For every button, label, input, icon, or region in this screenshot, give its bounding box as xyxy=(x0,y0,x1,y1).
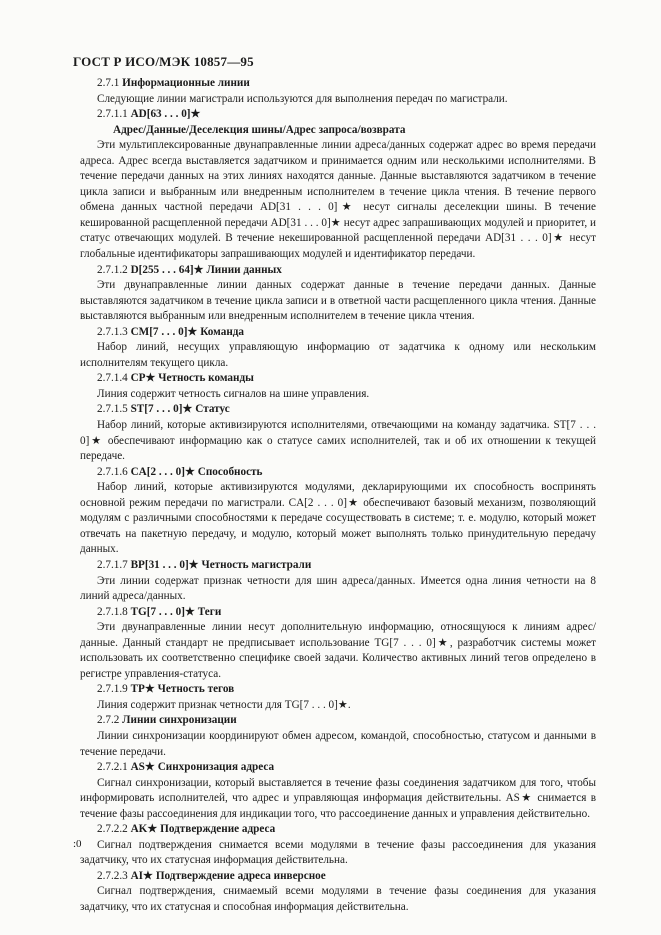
section-number: 2.7.2.1 xyxy=(97,761,128,774)
section-heading-2-7-2-2 xyxy=(80,822,596,838)
paragraph: Линия содержит признак четности для TG[7 . . . 0]★. xyxy=(97,698,351,711)
section-title: TG[7 . . . 0]★ Теги xyxy=(130,605,222,618)
paragraph: Набор линий, которые активизируются модулями, декларирующими их способность воспринять основной режим передачи по магистрали. CA[2 . . . 0]★ обеспечивают базовый механизм, позволяющий модулям с различными способностями к передаче сосуществовать в системе; т. е. модулю, который может отвечать на пакетную передачу, и модулю, который может выполнять только принудительную передачу данных. xyxy=(80,481,596,556)
section-title: AK★ Подтверждение адреса xyxy=(130,823,276,836)
section-number: 2.7.1.2 xyxy=(97,263,128,276)
paragraph: Набор линий, несущих управляющую информацию от задатчика к одному или нескольким исполнителям текущего цикла. xyxy=(80,341,596,369)
section-title: CM[7 . . . 0]★ Команда xyxy=(130,325,245,338)
section-heading-2-7-1-4 xyxy=(80,371,596,387)
section-number: 2.7.1.9 xyxy=(97,683,128,696)
section-heading-2-7-1-1 xyxy=(80,107,596,123)
page-header: ГОСТ Р ИСО/МЭК 10857—95 xyxy=(73,54,254,69)
section-heading-2-7-1 xyxy=(80,76,596,92)
section-subtitle: Адрес/Данные/Деселекция шины/Адрес запроса/возврата xyxy=(113,123,406,136)
section-number: 2.7.1.5 xyxy=(97,403,128,416)
section-number: 2.7.1.8 xyxy=(97,605,128,618)
section-title: CP★ Четность команды xyxy=(130,372,254,385)
section-heading-2-7-1-7 xyxy=(80,558,596,574)
paragraph: Эти мультиплексированные двунаправленные линии адреса/данных содержат адрес во время передачи адреса. Адрес всегда выставляется задатчиком и принимается одним или несколькими исполнителями. В течение передачи данных на этих линиях находятся данные. Данные выставляются задатчиком в течение цикла записи и выбранным или внедренным исполнителем в течение цикла чтения. В течение первого обмена данных частной передачи AD[31 . . . 0]★ несут сигналы деселекции шины. В течение кешированной расщепленной передачи AD[31 . . . 0]★ несут адрес запрашивающих модулей и приоритет, и статус отвечающих модулей. В течение некешированной расщепленной передачи AD[31 . . . 0]★ несут глобальные идентификаторы запрашивающих модулей и идентификатор передачи. xyxy=(80,139,596,261)
paragraph: Эти линии содержат признак четности для шин адреса/данных. Имеется одна линия четности на 8 линий адреса/данных. xyxy=(80,574,596,603)
section-heading-2-7-1-6 xyxy=(80,465,596,481)
section-title: AD[63 . . . 0]★ xyxy=(130,108,201,121)
section-heading-2-7-2-3 xyxy=(80,869,596,885)
section-heading-2-7-1-8 xyxy=(80,605,596,621)
section-title: CA[2 . . . 0]★ Способность xyxy=(130,465,263,478)
section-title: TP★ Четность тегов xyxy=(130,683,235,696)
paragraph: Сигнал подтверждения, снимаемый всеми модулями в течение фазы соединения для указания задатчику, что их статусная и способная информация действительна. xyxy=(80,885,596,913)
section-number: 2.7.1.7 xyxy=(97,558,128,571)
section-heading-2-7-2-1 xyxy=(80,760,596,776)
section-number: 2.7.2.2 xyxy=(97,823,128,836)
section-title: D[255 . . . 64]★ Линии данных xyxy=(130,263,282,276)
section-number: 2.7.1.1 xyxy=(97,108,128,121)
section-title: AS★ Синхронизация адреса xyxy=(130,761,275,774)
section-heading-2-7-1-9 xyxy=(80,682,596,698)
paragraph: Сигнал подтверждения снимается всеми модулями в течение фазы рассоединения для указания задатчику, что их статусная информация действительна. xyxy=(80,838,596,867)
section-heading-2-7-2 xyxy=(80,713,596,729)
paragraph: Сигнал синхронизации, который выставляется в течение фазы соединения задатчиком для того, чтобы информировать исполнителей, что адрес и управляющая информация действительны. AS★ снимается в течение фазы рассоединения для индикации того, что рассоединение данных и управления действительно. xyxy=(80,776,596,820)
section-heading-2-7-1-5 xyxy=(80,402,596,418)
section-heading-2-7-1-3 xyxy=(80,325,596,341)
paragraph: Эти двунаправленные линии данных содержат данные в течение передачи данных. Данные выставляются задатчиком в течение цикла записи и в ответной части расщепленного цикла чтения. Данные выставляются выбранным или внедренным исполнителем в течение цикла чтения. xyxy=(80,279,596,323)
paragraph: Набор линий, которые активизируются исполнителями, отвечающими на команду задатчика. ST[7 . . . 0]★ обеспечивают информацию как о статусе самих исполнителей, так и об их отношении к текущей передаче. xyxy=(80,419,596,463)
section-title: Линии синхронизации xyxy=(122,714,237,727)
section-number: 2.7.2 xyxy=(97,714,120,727)
section-heading-2-7-1-2 xyxy=(80,263,596,279)
section-number: 2.7.1.4 xyxy=(97,372,128,385)
section-title: AI★ Подтверждение адреса инверсное xyxy=(130,869,326,882)
document-body xyxy=(80,76,596,916)
section-number: 2.7.1.3 xyxy=(97,325,128,338)
page-number: :0 xyxy=(73,838,82,850)
section-title: BP[31 . . . 0]★ Четность магистрали xyxy=(130,558,312,571)
paragraph: Следующие линии магистрали используются для выполнения передач по магистрали. xyxy=(97,92,508,105)
paragraph: Линия содержит четность сигналов на шине управления. xyxy=(97,387,370,400)
section-number: 2.7.2.3 xyxy=(97,869,128,882)
paragraph: Линии синхронизации координируют обмен адресом, командой, способностью, статусом и данными в течение передачи. xyxy=(80,729,596,758)
section-title: Информационные линии xyxy=(122,77,250,89)
section-title: ST[7 . . . 0]★ Статус xyxy=(130,403,230,416)
section-number: 2.7.1 xyxy=(97,77,120,89)
paragraph: Эти двунаправленные линии несут дополнительную информацию, относящуюся к линиям адрес/данные. Данный стандарт не предписывает использование TG[7 . . . 0]★, разработчик системы может использовать их соответственно специфике своей задачи. Количество активных линий тегов определено в регистре управления-статуса. xyxy=(80,621,596,680)
section-number: 2.7.1.6 xyxy=(97,465,128,478)
